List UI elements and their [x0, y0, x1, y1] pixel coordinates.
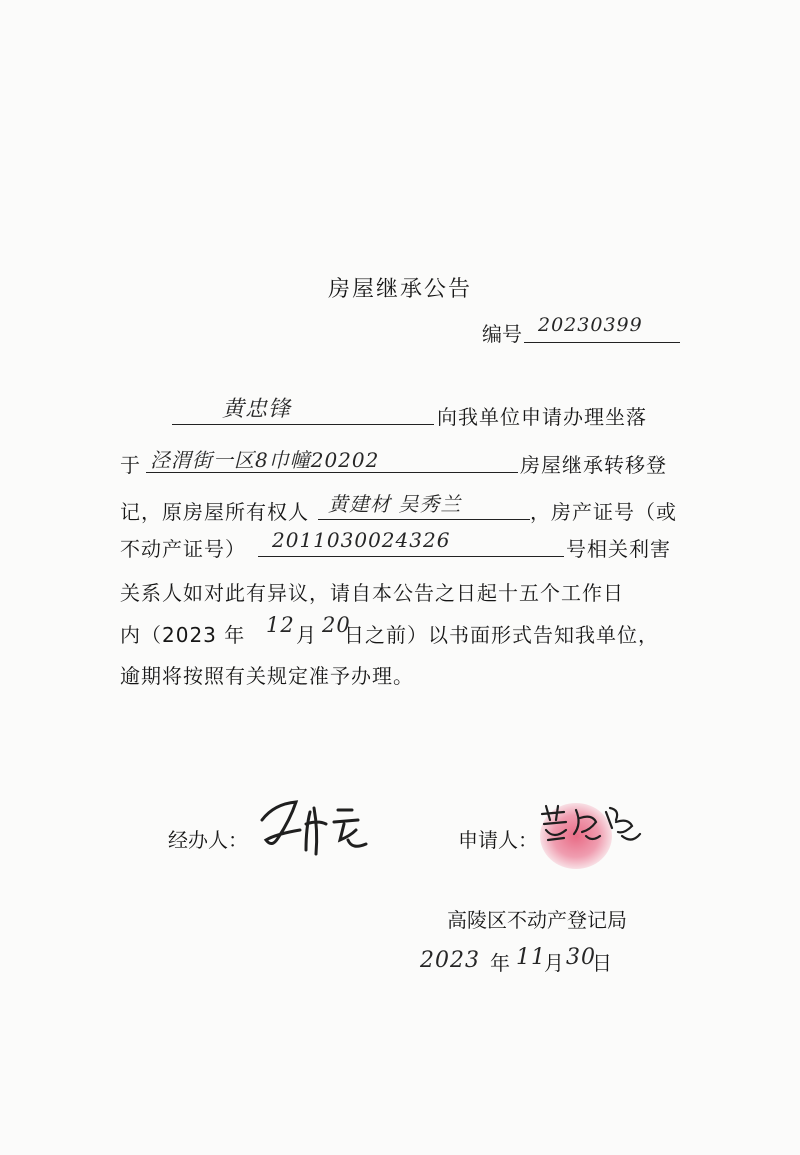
body-line-1-tail: 向我单位申请办理坐落 — [437, 405, 647, 429]
body-line-4-head: 不动产证号） — [120, 537, 246, 561]
certificate-underline — [258, 556, 564, 557]
body-line-3-tail: ，房产证号（或 — [530, 500, 677, 524]
deadline-day-handwritten: 20 — [322, 613, 351, 637]
handler-label: 经办人： — [168, 828, 248, 852]
original-owners-handwritten: 黄建材 吴秀兰 — [328, 492, 462, 516]
serial-number-handwritten: 20230399 — [538, 314, 643, 336]
property-location-handwritten: 泾渭街一区8巾幢20202 — [150, 448, 380, 472]
serial-label: 编号 — [482, 322, 522, 346]
date-month-handwritten: 11 — [516, 945, 546, 970]
date-year-handwritten: 2023 — [420, 948, 480, 973]
body-line-5: 关系人如对此有异议，请自本公告之日起十五个工作日 — [120, 581, 624, 605]
registration-authority: 高陵区不动产登记局 — [447, 908, 627, 932]
body-line-3-head: 记，原房屋所有权人 — [120, 500, 309, 524]
applicant-name-handwritten: 黄忠锋 — [222, 397, 292, 422]
body-line-2-tail: 房屋继承转移登 — [520, 453, 667, 477]
body-line-2-head: 于 — [120, 453, 141, 477]
body-line-6-head: 内（2023 年 — [120, 623, 246, 647]
body-line-4-tail: 号相关利害 — [566, 537, 671, 561]
applicant-underline — [172, 424, 434, 425]
date-year-suffix: 年 — [490, 951, 510, 975]
applicant-signature — [536, 800, 646, 850]
applicant-label: 申请人： — [458, 828, 538, 852]
serial-underline — [524, 342, 680, 343]
owners-underline — [318, 519, 530, 520]
body-line-7: 逾期将按照有关规定准予办理。 — [120, 664, 414, 688]
body-line-6-tail: 日之前）以书面形式告知我单位， — [344, 623, 659, 647]
handler-signature — [256, 790, 386, 860]
body-line-6-month: 月 — [296, 623, 317, 647]
date-day-suffix: 日 — [592, 951, 612, 975]
certificate-number-handwritten: 2011030024326 — [272, 528, 451, 552]
date-month-suffix: 月 — [544, 951, 564, 975]
date-day-handwritten: 30 — [566, 945, 596, 970]
page-title: 房屋继承公告 — [327, 277, 472, 302]
deadline-month-handwritten: 12 — [266, 613, 295, 637]
